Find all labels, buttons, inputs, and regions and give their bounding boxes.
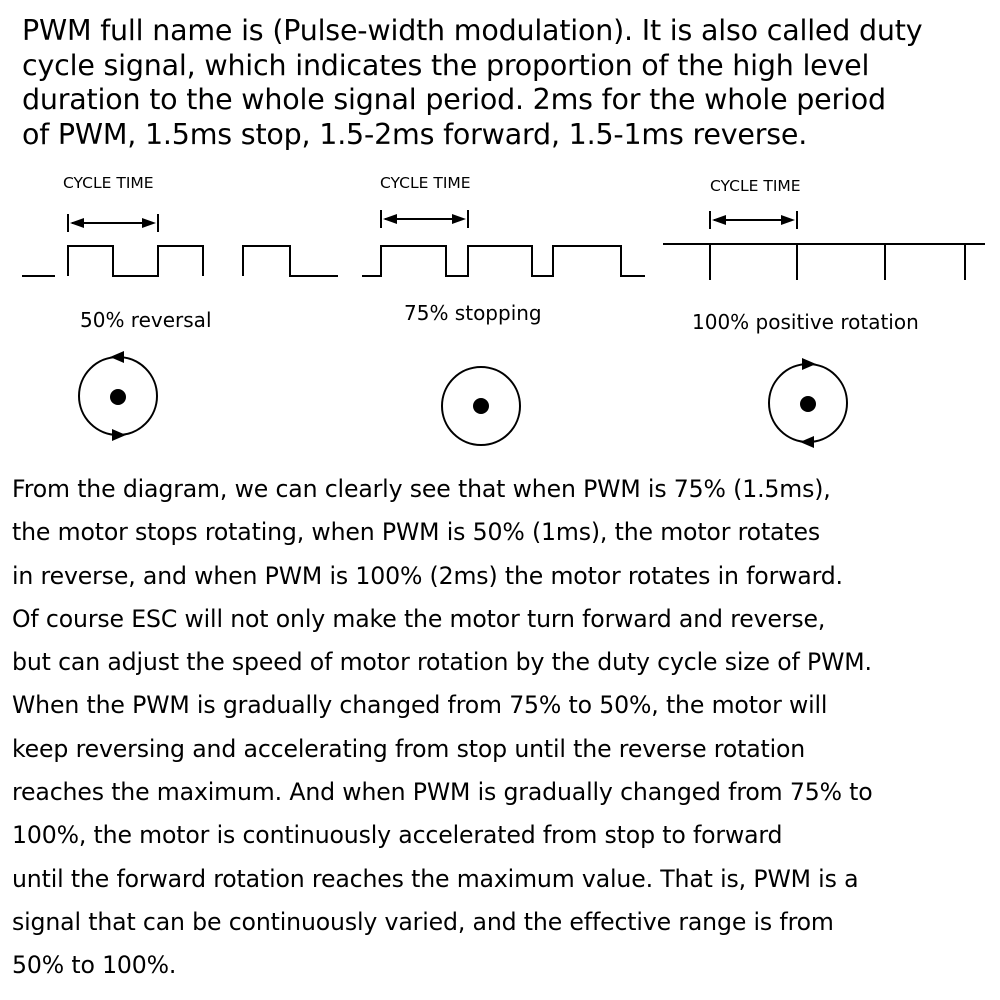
- rotation-stop-icon: [442, 367, 520, 445]
- body-line: 100%, the motor is continuously accelerated from stop to forward: [12, 821, 783, 850]
- intro-line: duration to the whole signal period. 2ms for the whole period: [22, 83, 886, 116]
- body-line: the motor stops rotating, when PWM is 50% (1ms), the motor rotates: [12, 518, 820, 547]
- body-line: 50% to 100%.: [12, 951, 177, 980]
- intro-line: PWM full name is (Pulse-width modulation). It is also called duty: [22, 14, 923, 47]
- cycle-time-marker: [381, 210, 468, 228]
- body-line: but can adjust the speed of motor rotation by the duty cycle size of PWM.: [12, 648, 872, 677]
- cycle-time-label: CYCLE TIME: [710, 177, 801, 195]
- panel-75-stopping: [362, 174, 645, 445]
- rotation-reverse-icon: [79, 351, 157, 441]
- intro-line: cycle signal, which indicates the proportion of the high level: [22, 48, 870, 82]
- rotation-forward-icon: [769, 358, 847, 448]
- panel-100-positive-rotation: [663, 177, 985, 448]
- body-line: signal that can be continuously varied, and the effective range is from: [12, 907, 834, 936]
- intro-line: of PWM, 1.5ms stop, 1.5-2ms forward, 1.5-1ms reverse.: [22, 117, 808, 151]
- pwm-waveform-75: [362, 246, 645, 276]
- body-line: keep reversing and accelerating from stop until the reverse rotation: [12, 734, 806, 763]
- intro-paragraph: [22, 14, 997, 152]
- pwm-diagram: [0, 160, 1000, 460]
- duty-caption: 75% stopping: [404, 301, 542, 325]
- body-line: in reverse, and when PWM is 100% (2ms) the motor rotates in forward.: [12, 561, 843, 590]
- body-line: reaches the maximum. And when PWM is gradually changed from 75% to: [12, 778, 873, 807]
- cycle-time-label: CYCLE TIME: [63, 174, 154, 192]
- duty-caption: 50% reversal: [80, 308, 212, 332]
- body-line: When the PWM is gradually changed from 75% to 50%, the motor will: [12, 691, 828, 720]
- pwm-waveform-100: [663, 244, 985, 280]
- body-line: Of course ESC will not only make the motor turn forward and reverse,: [12, 604, 826, 633]
- duty-caption: 100% positive rotation: [692, 310, 919, 334]
- cycle-time-marker: [710, 211, 797, 229]
- explanation-paragraph: [12, 468, 997, 988]
- cycle-time-label: CYCLE TIME: [380, 174, 471, 192]
- pwm-waveform-50: [22, 246, 338, 276]
- panel-50-reversal: [22, 174, 338, 441]
- cycle-time-marker: [68, 214, 158, 232]
- body-line: until the forward rotation reaches the maximum value. That is, PWM is a: [12, 864, 859, 893]
- body-line: From the diagram, we can clearly see that when PWM is 75% (1.5ms),: [12, 475, 831, 503]
